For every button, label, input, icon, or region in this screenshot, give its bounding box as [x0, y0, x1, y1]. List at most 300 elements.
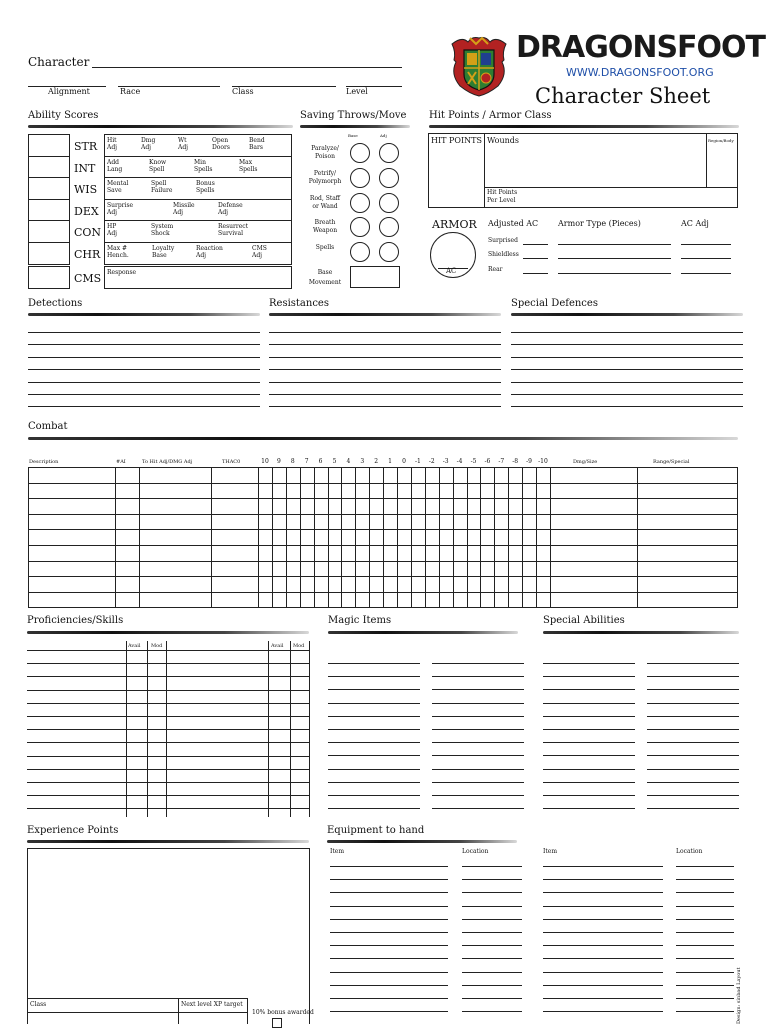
- ac-column-header: 9: [276, 458, 281, 465]
- item-line[interactable]: [432, 676, 524, 677]
- ability-field-label: Adj: [252, 252, 263, 259]
- level-label: Level: [346, 87, 368, 96]
- note-line[interactable]: [28, 357, 260, 358]
- ability-field-label: Bars: [249, 144, 263, 151]
- save-adj-col: Adj: [380, 133, 387, 138]
- item-line[interactable]: [432, 795, 524, 796]
- armor-type-label: Armor Type (Pieces): [558, 219, 641, 228]
- note-line[interactable]: [269, 357, 501, 358]
- save-adj-circle[interactable]: [379, 143, 399, 163]
- ac-column-header: -9: [526, 458, 533, 465]
- note-line[interactable]: [511, 382, 743, 383]
- item-line[interactable]: [328, 742, 420, 743]
- ability-field-label: Save: [107, 187, 122, 195]
- combat-ac-col-line: [453, 467, 454, 608]
- note-line[interactable]: [511, 357, 743, 358]
- save-label: Polymorph: [308, 178, 342, 185]
- armor-type-line[interactable]: [558, 244, 671, 245]
- bonus-checkbox[interactable]: [272, 1018, 282, 1028]
- save-base-circle[interactable]: [350, 143, 370, 163]
- combat-ac-col-line: [508, 467, 509, 608]
- note-line[interactable]: [269, 332, 501, 333]
- item-line[interactable]: [328, 689, 420, 690]
- equipment-line[interactable]: [676, 919, 734, 920]
- equipment-line[interactable]: [543, 958, 663, 959]
- item-line[interactable]: [647, 795, 739, 796]
- item-line[interactable]: [543, 716, 635, 717]
- ability-field-label: Surprise: [107, 201, 134, 209]
- combat-header-ai: #AI: [116, 459, 126, 465]
- equipment-line[interactable]: [676, 945, 734, 946]
- hp-note-2: Per Level: [487, 197, 516, 204]
- equipment-line[interactable]: [543, 972, 663, 973]
- prof-row-line[interactable]: [27, 690, 309, 691]
- equipment-line[interactable]: [330, 892, 448, 893]
- movement-label: Base: [317, 269, 333, 276]
- ability-field-label: Adj: [141, 144, 152, 151]
- equipment-line[interactable]: [676, 972, 734, 973]
- combat-header-damage: Dmg/Size: [573, 459, 598, 465]
- note-line[interactable]: [511, 344, 743, 345]
- equipment-line[interactable]: [462, 919, 522, 920]
- equipment-line[interactable]: [676, 985, 734, 986]
- prof-row-line[interactable]: [27, 703, 309, 704]
- ability-field-label: Max #: [107, 245, 128, 252]
- ability-field-label: Bonus: [196, 180, 215, 188]
- prof-row-line[interactable]: [27, 769, 309, 770]
- item-line[interactable]: [328, 729, 420, 730]
- ability-field-label: Loyalty: [152, 245, 175, 252]
- prof-row-line[interactable]: [27, 782, 309, 783]
- bonus-label: 10% bonus awarded: [252, 1009, 314, 1016]
- combat-ac-col-line: [300, 467, 301, 608]
- equipment-line[interactable]: [330, 919, 448, 920]
- combat-ac-col-line: [397, 467, 398, 608]
- item-line[interactable]: [432, 689, 524, 690]
- combat-ac-col-line: [411, 467, 412, 608]
- ability-field-label: Open: [212, 137, 229, 144]
- equipment-line[interactable]: [330, 879, 448, 880]
- item-line[interactable]: [647, 716, 739, 717]
- adjusted-ac-line[interactable]: [523, 244, 548, 245]
- equipment-line[interactable]: [676, 998, 734, 999]
- ac-adj-line[interactable]: [681, 244, 731, 245]
- brand-title: DRAGONSFOOT: [516, 30, 766, 65]
- ability-score-box-str[interactable]: [28, 134, 70, 157]
- item-line[interactable]: [543, 703, 635, 704]
- save-adj-circle[interactable]: [379, 242, 399, 262]
- combat-ac-col-line: [467, 467, 468, 608]
- ability-field-label: Bend: [249, 137, 265, 144]
- ability-field-label: Wt: [178, 137, 187, 144]
- equipment-line[interactable]: [543, 879, 663, 880]
- armor-row-label: Surprised: [488, 237, 518, 244]
- equipment-line[interactable]: [543, 985, 663, 986]
- equipment-line[interactable]: [330, 985, 448, 986]
- adjusted-ac-line[interactable]: [523, 273, 548, 274]
- equipment-line[interactable]: [330, 1011, 448, 1012]
- combat-header-description: Description: [29, 459, 59, 465]
- ability-field-label: Resurrect: [218, 223, 249, 231]
- combat-ac-col-line: [550, 467, 551, 608]
- saving-throws-title: Saving Throws/Move: [300, 110, 407, 121]
- equipment-line[interactable]: [330, 972, 448, 973]
- ac-column-header: -3: [442, 458, 449, 465]
- save-base-circle[interactable]: [350, 242, 370, 262]
- equipment-line[interactable]: [462, 972, 522, 973]
- item-line[interactable]: [328, 782, 420, 783]
- combat-title: Combat: [28, 421, 68, 432]
- equipment-line[interactable]: [462, 932, 522, 933]
- equipment-line[interactable]: [676, 932, 734, 933]
- combat-ac-col-line: [355, 467, 356, 608]
- ability-score-box-con[interactable]: [28, 220, 70, 243]
- equipment-line[interactable]: [676, 1011, 734, 1012]
- equipment-line[interactable]: [676, 892, 734, 893]
- save-label: Weapon: [312, 227, 338, 234]
- combat-header-range: Range/Special: [653, 459, 690, 465]
- equipment-line[interactable]: [462, 945, 522, 946]
- item-line[interactable]: [328, 716, 420, 717]
- avail-label: Avail: [128, 643, 141, 649]
- design-credit: Design: sinbad Layout: [736, 967, 742, 1024]
- item-line[interactable]: [647, 703, 739, 704]
- save-label: Breath: [314, 219, 336, 226]
- item-line[interactable]: [328, 769, 420, 770]
- combat-ac-col-line: [341, 467, 342, 608]
- prof-col-line: [309, 641, 310, 817]
- combat-header-thaco: THAC0: [222, 459, 241, 465]
- equipment-line[interactable]: [676, 866, 734, 867]
- item-line[interactable]: [328, 676, 420, 677]
- proficiencies-title: Proficiencies/Skills: [27, 615, 124, 626]
- item-line[interactable]: [543, 676, 635, 677]
- equipment-line[interactable]: [462, 998, 522, 999]
- note-line[interactable]: [269, 382, 501, 383]
- save-adj-circle[interactable]: [379, 217, 399, 237]
- save-label: Poison: [315, 153, 335, 160]
- ability-field-label: Doors: [212, 144, 230, 151]
- item-line[interactable]: [543, 755, 635, 756]
- race-label: Race: [120, 87, 141, 96]
- note-line[interactable]: [28, 332, 260, 333]
- ability-field-label: Hench.: [107, 252, 129, 259]
- ability-field-label: Hit: [107, 137, 117, 144]
- item-line[interactable]: [647, 782, 739, 783]
- equipment-line[interactable]: [330, 998, 448, 999]
- ability-fields-con[interactable]: [104, 220, 292, 243]
- ability-field-label: Know: [149, 158, 167, 166]
- armor-row-label: Rear: [488, 266, 503, 273]
- special-abilities-title: Special Abilities: [543, 615, 625, 626]
- equipment-line[interactable]: [330, 958, 448, 959]
- ability-field-label: Adj: [107, 208, 118, 216]
- combat-ac-col-line: [369, 467, 370, 608]
- equipment-line[interactable]: [330, 932, 448, 933]
- item-line[interactable]: [328, 808, 420, 809]
- item-line[interactable]: [647, 742, 739, 743]
- save-base-col: Base: [348, 133, 358, 138]
- detections-title: Detections: [28, 298, 83, 309]
- item-line[interactable]: [647, 769, 739, 770]
- ability-field-label: Adj: [107, 144, 118, 151]
- item-line[interactable]: [432, 729, 524, 730]
- ac-column-header: 5: [332, 458, 337, 465]
- item-line[interactable]: [543, 742, 635, 743]
- special-defences-title: Special Defences: [511, 298, 598, 309]
- prof-row-line[interactable]: [27, 795, 309, 796]
- ac-column-header: 2: [374, 458, 379, 465]
- item-line[interactable]: [647, 676, 739, 677]
- combat-ac-col-line: [494, 467, 495, 608]
- ability-field-label: Response: [107, 269, 137, 276]
- save-label: Rod, Staff: [309, 195, 341, 202]
- adjusted-ac-line[interactable]: [523, 258, 548, 259]
- ability-field-label: Spell: [149, 165, 165, 173]
- wounds-label: Wounds: [487, 136, 520, 145]
- equipment-line[interactable]: [330, 866, 448, 867]
- item-line[interactable]: [647, 689, 739, 690]
- ac-adj-line[interactable]: [681, 258, 731, 259]
- equipment-line[interactable]: [543, 1011, 663, 1012]
- base-movement-box[interactable]: [350, 266, 400, 288]
- equipment-line[interactable]: [543, 998, 663, 999]
- equipment-line[interactable]: [330, 906, 448, 907]
- ability-scores-title: Ability Scores: [28, 110, 99, 121]
- equipment-line[interactable]: [676, 958, 734, 959]
- equipment-line[interactable]: [543, 945, 663, 946]
- ac-column-header: 8: [290, 458, 295, 465]
- ability-field-label: HP: [107, 223, 117, 231]
- ac-column-header: 1: [388, 458, 392, 465]
- equipment-line[interactable]: [462, 985, 522, 986]
- item-line[interactable]: [543, 782, 635, 783]
- prof-row-line[interactable]: [27, 716, 309, 717]
- equipment-line[interactable]: [462, 1011, 522, 1012]
- prof-row-line[interactable]: [27, 756, 309, 757]
- prof-row-line[interactable]: [27, 650, 309, 651]
- ability-field-label: Add: [107, 158, 120, 166]
- equipment-line[interactable]: [462, 892, 522, 893]
- resistances-title: Resistances: [269, 298, 329, 309]
- ability-abbr-dex: DEX: [74, 204, 99, 218]
- equipment-line[interactable]: [543, 932, 663, 933]
- save-base-circle[interactable]: [350, 217, 370, 237]
- equipment-line[interactable]: [676, 879, 734, 880]
- note-line[interactable]: [28, 369, 260, 370]
- item-line[interactable]: [543, 795, 635, 796]
- save-label: Spells: [315, 244, 335, 251]
- ac-adj-label: AC Adj: [681, 219, 709, 228]
- combat-ac-col-line: [286, 467, 287, 608]
- note-line[interactable]: [511, 369, 743, 370]
- dragonsfoot-crest-icon: [448, 34, 510, 98]
- ability-abbr-con: CON: [74, 226, 102, 240]
- ability-score-box-int[interactable]: [28, 156, 70, 179]
- equipment-line[interactable]: [462, 879, 522, 880]
- ability-abbr-cms: CMS: [74, 272, 102, 285]
- ability-field-label: Adj: [107, 230, 118, 238]
- combat-ac-col-line: [480, 467, 481, 608]
- ability-field-label: Spells: [239, 165, 258, 173]
- ability-score-box-cms[interactable]: [28, 266, 70, 289]
- note-line[interactable]: [28, 382, 260, 383]
- hit-points-label: HIT POINTS: [431, 136, 482, 145]
- ac-adj-line[interactable]: [681, 273, 731, 274]
- ability-field-label: Min: [194, 158, 206, 166]
- next-level-label: Next level XP target: [181, 1001, 243, 1008]
- hp-ac-title: Hit Points / Armor Class: [429, 110, 552, 121]
- combat-col-line: [258, 467, 259, 608]
- ac-column-header: -6: [484, 458, 491, 465]
- combat-ac-col-line: [272, 467, 273, 608]
- armor-type-line[interactable]: [558, 273, 671, 274]
- item-line[interactable]: [328, 703, 420, 704]
- combat-ac-col-line: [439, 467, 440, 608]
- item-line[interactable]: [432, 716, 524, 717]
- ability-score-box-dex[interactable]: [28, 199, 70, 222]
- note-line[interactable]: [28, 394, 260, 395]
- armor-type-line[interactable]: [558, 258, 671, 259]
- ac-column-header: 6: [318, 458, 323, 465]
- ability-field-label: Dmg: [141, 137, 156, 144]
- ability-score-box-chr[interactable]: [28, 242, 70, 265]
- combat-header-tohit: To Hit Adj/DMG Adj: [142, 459, 193, 465]
- ability-field-label: Mental: [107, 180, 129, 188]
- ac-column-header: -7: [498, 458, 505, 465]
- equipment-line[interactable]: [462, 958, 522, 959]
- experience-title: Experience Points: [27, 825, 119, 836]
- equipment-line[interactable]: [676, 906, 734, 907]
- ability-abbr-chr: CHR: [74, 248, 101, 261]
- equipment-line[interactable]: [543, 919, 663, 920]
- item-line[interactable]: [328, 795, 420, 796]
- movement-label: Movement: [308, 279, 342, 286]
- equipment-line[interactable]: [462, 906, 522, 907]
- note-line[interactable]: [28, 344, 260, 345]
- armor-label: ARMOR: [432, 218, 477, 231]
- ability-field-label: Defense: [218, 201, 243, 209]
- ability-abbr-str: STR: [74, 140, 98, 153]
- prof-row-line[interactable]: [27, 676, 309, 677]
- item-line[interactable]: [543, 808, 635, 809]
- ability-field-label: Missile: [173, 201, 195, 209]
- character-name-line[interactable]: [92, 67, 402, 68]
- item-line[interactable]: [432, 703, 524, 704]
- item-line[interactable]: [328, 663, 420, 664]
- equipment-line[interactable]: [462, 866, 522, 867]
- item-line[interactable]: [328, 755, 420, 756]
- save-label: or Wand: [312, 203, 338, 210]
- note-line[interactable]: [511, 394, 743, 395]
- combat-col-line: [115, 467, 116, 608]
- ability-field-label: Adj: [218, 208, 229, 216]
- hp-divider: [429, 125, 739, 128]
- ability-score-box-wis[interactable]: [28, 177, 70, 200]
- brand-url[interactable]: WWW.DRAGONSFOOT.ORG: [566, 66, 714, 79]
- prof-row-line[interactable]: [27, 663, 309, 664]
- save-base-circle[interactable]: [350, 193, 370, 213]
- item-line[interactable]: [432, 663, 524, 664]
- item-line[interactable]: [432, 769, 524, 770]
- save-label: Petrify/: [313, 170, 337, 177]
- ability-field-label: CMS: [252, 245, 267, 252]
- save-label: Paralyze/: [311, 145, 339, 152]
- combat-ac-col-line: [425, 467, 426, 608]
- ac-column-header: 10: [261, 458, 269, 465]
- ac-column-header: 3: [360, 458, 365, 465]
- ac-column-header: -4: [456, 458, 463, 465]
- note-line[interactable]: [511, 406, 743, 407]
- ability-field-label: Failure: [151, 187, 173, 195]
- item-line[interactable]: [647, 808, 739, 809]
- equipment-line[interactable]: [543, 892, 663, 893]
- item-line[interactable]: [543, 729, 635, 730]
- item-line[interactable]: [432, 808, 524, 809]
- ability-field-label: Spell: [151, 180, 167, 188]
- combat-ac-col-line: [328, 467, 329, 608]
- note-line[interactable]: [28, 406, 260, 407]
- ac-column-header: -1: [414, 458, 421, 465]
- ac-column-header: 7: [304, 458, 309, 465]
- combat-ac-col-line: [383, 467, 384, 608]
- save-adj-circle[interactable]: [379, 193, 399, 213]
- saving-divider: [300, 125, 410, 128]
- item-line[interactable]: [432, 782, 524, 783]
- ability-field-label: Adj: [196, 252, 207, 259]
- equip-location-label-1: Location: [462, 848, 489, 855]
- ability-field-label: Shock: [151, 230, 170, 238]
- ac-column-header: 4: [346, 458, 351, 465]
- note-line[interactable]: [269, 369, 501, 370]
- note-line[interactable]: [269, 406, 501, 407]
- equipment-line[interactable]: [543, 906, 663, 907]
- item-line[interactable]: [432, 755, 524, 756]
- combat-ac-col-line: [314, 467, 315, 608]
- item-line[interactable]: [647, 729, 739, 730]
- armor-row-label: Shieldless: [488, 251, 519, 258]
- item-line[interactable]: [543, 663, 635, 664]
- combat-ac-col-line: [536, 467, 537, 608]
- ac-label: AC: [446, 267, 457, 275]
- save-adj-circle[interactable]: [379, 168, 399, 188]
- item-line[interactable]: [647, 755, 739, 756]
- save-base-circle[interactable]: [350, 168, 370, 188]
- item-line[interactable]: [543, 769, 635, 770]
- ac-column-header: 0: [402, 458, 406, 465]
- avail-label: Avail: [271, 643, 284, 649]
- combat-col-line: [139, 467, 140, 608]
- item-line[interactable]: [647, 663, 739, 664]
- ac-column-header: -2: [428, 458, 435, 465]
- note-line[interactable]: [511, 332, 743, 333]
- equipment-line[interactable]: [543, 866, 663, 867]
- note-line[interactable]: [269, 394, 501, 395]
- prof-row-line[interactable]: [27, 729, 309, 730]
- sheet-title: Character Sheet: [535, 84, 711, 108]
- equipment-line[interactable]: [330, 945, 448, 946]
- prof-row-line[interactable]: [27, 808, 309, 809]
- item-line[interactable]: [543, 689, 635, 690]
- adjusted-ac-label: Adjusted AC: [488, 219, 539, 228]
- ability-field-label: Base: [152, 252, 167, 259]
- note-line[interactable]: [269, 344, 501, 345]
- combat-ac-col-line: [522, 467, 523, 608]
- item-line[interactable]: [432, 742, 524, 743]
- ability-field-label: Lang: [107, 165, 123, 173]
- prof-row-line[interactable]: [27, 742, 309, 743]
- ability-field-label: Reaction: [196, 245, 223, 252]
